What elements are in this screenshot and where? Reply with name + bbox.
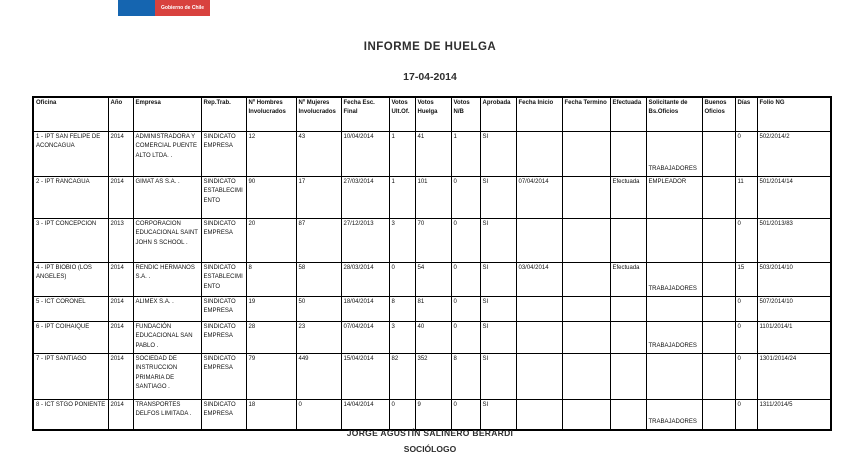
table-cell [702, 132, 735, 177]
column-header: Votos Huelga [415, 97, 451, 132]
table-cell: 0 [389, 400, 415, 431]
table-cell [562, 132, 610, 177]
table-cell: 82 [389, 354, 415, 400]
table-cell [610, 132, 646, 177]
table-cell [702, 177, 735, 219]
table-cell: RENDIC HERMANOS S.A. . [133, 263, 201, 297]
table-cell: 18/04/2014 [341, 297, 389, 322]
table-cell: 0 [451, 177, 480, 219]
table-cell: TRABAJADORES [646, 400, 702, 431]
table-cell [610, 354, 646, 400]
table-cell [562, 400, 610, 431]
table-cell: 79 [246, 354, 296, 400]
table-cell: 3 [389, 219, 415, 263]
signatory-role: SOCIÓLOGO [403, 444, 457, 454]
table-cell: SINDICATO ESTABLECIMIENTO [201, 263, 246, 297]
table-cell: 3 [389, 322, 415, 354]
table-cell: 1301/2014/24 [757, 354, 831, 400]
table-cell: 81 [415, 297, 451, 322]
table-row [33, 400, 831, 431]
column-header: Nº Hombres Involucrados [246, 97, 296, 132]
table-cell: SI [480, 263, 516, 297]
table-cell [516, 354, 562, 400]
table-cell: 1 [389, 132, 415, 177]
table-cell: 2014 [108, 400, 133, 431]
column-header: Solicitante de Bs.Oficios [646, 97, 702, 132]
table-cell: 15/04/2014 [341, 354, 389, 400]
column-header: Año [108, 97, 133, 132]
table-cell [610, 400, 646, 431]
table-cell: 11 [735, 177, 757, 219]
table-cell: 41 [415, 132, 451, 177]
table-cell: EMPLEADOR [646, 177, 702, 219]
table-cell: 15 [735, 263, 757, 297]
signatory-name: JORGE AGUSTÍN SALINERO BERARDI [346, 428, 514, 438]
table-cell [562, 177, 610, 219]
column-header: Rep.Trab. [201, 97, 246, 132]
report-date: 17-04-2014 [403, 71, 457, 83]
table-cell: 3 - IPT CONCEPCION [33, 219, 108, 263]
table-cell: TRABAJADORES [646, 322, 702, 354]
table-cell: 1 [451, 132, 480, 177]
table-cell: SINDICATO EMPRESA [201, 297, 246, 322]
table-cell: 9 [415, 400, 451, 431]
table-cell: 8 [246, 263, 296, 297]
table-cell: 54 [415, 263, 451, 297]
table-cell: 90 [246, 177, 296, 219]
table-cell [646, 354, 702, 400]
table-cell: SI [480, 177, 516, 219]
table-cell: 2 - IPT RANCAGUA [33, 177, 108, 219]
table-cell: 20 [246, 219, 296, 263]
table-cell: CORPORACION EDUCACIONAL SAINT JOHN S SCHOOL . [133, 219, 201, 263]
table-cell: 18 [246, 400, 296, 431]
table-cell: 87 [296, 219, 341, 263]
strike-report-table [32, 96, 832, 431]
column-header: Buenos Oficios [702, 97, 735, 132]
table-cell: 0 [451, 263, 480, 297]
table-cell [702, 297, 735, 322]
table-cell: 501/2013/83 [757, 219, 831, 263]
table-cell [610, 322, 646, 354]
table-cell: 2014 [108, 132, 133, 177]
column-header: Efectuada [610, 97, 646, 132]
table-row [33, 177, 831, 219]
table-row [33, 132, 831, 177]
table-row [33, 322, 831, 354]
table-cell: SI [480, 219, 516, 263]
table-cell: 1 [389, 177, 415, 219]
table-cell [562, 297, 610, 322]
table-cell: 502/2014/2 [757, 132, 831, 177]
column-header: Aprobada [480, 97, 516, 132]
table-cell: 2014 [108, 322, 133, 354]
table-cell: 8 [389, 297, 415, 322]
table-cell: 6 - IPT COIHAIQUE [33, 322, 108, 354]
table-cell: 2014 [108, 354, 133, 400]
table-cell [702, 263, 735, 297]
table-body [33, 132, 831, 431]
table-cell: SINDICATO ESTABLECIMIENTO [201, 177, 246, 219]
table-cell: 28 [246, 322, 296, 354]
table-cell: 2013 [108, 219, 133, 263]
column-header: Oficina [33, 97, 108, 132]
gobierno-de-chile-logo [118, 0, 210, 16]
table-cell: SINDICATO EMPRESA [201, 400, 246, 431]
table-cell: ADMINISTRADORA Y COMERCIAL PUENTE ALTO LTDA. . [133, 132, 201, 177]
table-cell: 1 - IPT SAN FELIPE DE ACONCAGUA [33, 132, 108, 177]
table-cell [516, 219, 562, 263]
table-cell: 0 [451, 219, 480, 263]
table-cell: 4 - IPT BIOBIO (LOS ANGELES) [33, 263, 108, 297]
table-cell: SINDICATO EMPRESA [201, 219, 246, 263]
column-header: Fecha Termino [562, 97, 610, 132]
table-cell [702, 400, 735, 431]
table-cell: SINDICATO EMPRESA [201, 354, 246, 400]
table-cell [562, 263, 610, 297]
table-cell: 58 [296, 263, 341, 297]
table-cell [516, 297, 562, 322]
table-cell: 43 [296, 132, 341, 177]
table-cell: TRANSPORTES DELFOS LIMITADA . [133, 400, 201, 431]
table-cell: TRABAJADORES [646, 132, 702, 177]
table-cell [702, 219, 735, 263]
table-row [33, 354, 831, 400]
table-cell [610, 297, 646, 322]
table-cell: 2014 [108, 297, 133, 322]
table-cell: 507/2014/10 [757, 297, 831, 322]
logo-flag-blue-block [118, 0, 155, 16]
table-cell [610, 219, 646, 263]
table-cell: 28/03/2014 [341, 263, 389, 297]
table-cell: 503/2014/10 [757, 263, 831, 297]
table-cell: 14/04/2014 [341, 400, 389, 431]
table-cell: SOCIEDAD DE INSTRUCCION PRIMARIA DE SANTIAGO . [133, 354, 201, 400]
table-cell: 8 [451, 354, 480, 400]
table-cell: 1311/2014/5 [757, 400, 831, 431]
table-cell: TRABAJADORES [646, 263, 702, 297]
table-cell [516, 322, 562, 354]
table-cell: 449 [296, 354, 341, 400]
table-cell: SI [480, 354, 516, 400]
table-cell: FUNDACIÓN EDUCACIONAL SAN PABLO . [133, 322, 201, 354]
table-cell: 19 [246, 297, 296, 322]
table-cell: 352 [415, 354, 451, 400]
table-cell: Efectuada [610, 263, 646, 297]
table-cell: 0 [735, 219, 757, 263]
table-cell: ALIMEX S.A. . [133, 297, 201, 322]
column-header: Fecha Esc. Final [341, 97, 389, 132]
table-cell: 10/04/2014 [341, 132, 389, 177]
column-header: Nº Mujeres Involucrados [296, 97, 341, 132]
column-header: Empresa [133, 97, 201, 132]
table-row [33, 263, 831, 297]
table-row [33, 219, 831, 263]
table-cell: Efectuada [610, 177, 646, 219]
table-cell: 101 [415, 177, 451, 219]
table-cell: 0 [735, 354, 757, 400]
table-cell: 0 [296, 400, 341, 431]
table-cell [702, 354, 735, 400]
table-cell: 7 - IPT SANTIAGO [33, 354, 108, 400]
table-cell: 0 [389, 263, 415, 297]
table-cell [562, 322, 610, 354]
table-cell: 0 [451, 322, 480, 354]
table-cell: GIMAT AS S.A. . [133, 177, 201, 219]
table-cell: SI [480, 132, 516, 177]
page-title: INFORME DE HUELGA [363, 41, 497, 53]
table-cell [646, 219, 702, 263]
column-header: Días [735, 97, 757, 132]
table-cell: SINDICATO EMPRESA [201, 322, 246, 354]
table-cell: 17 [296, 177, 341, 219]
table-cell: 5 - ICT CORONEL [33, 297, 108, 322]
table-cell [562, 354, 610, 400]
table-cell: 0 [735, 297, 757, 322]
column-header: Folio NG [757, 97, 831, 132]
table-cell: SINDICATO EMPRESA [201, 132, 246, 177]
table-cell: 0 [735, 400, 757, 431]
table-cell: 1101/2014/1 [757, 322, 831, 354]
table-row [33, 297, 831, 322]
table-cell: 23 [296, 322, 341, 354]
table-cell: 27/03/2014 [341, 177, 389, 219]
table-cell [516, 400, 562, 431]
table-cell: SI [480, 400, 516, 431]
table-cell: 2014 [108, 263, 133, 297]
logo-text: Gobierno de Chile [161, 5, 205, 11]
strike-table-container [32, 96, 830, 431]
column-header: Votos N/B [451, 97, 480, 132]
table-cell [646, 297, 702, 322]
table-cell: 40 [415, 322, 451, 354]
table-cell: 70 [415, 219, 451, 263]
logo-flag-red-block [155, 0, 210, 16]
table-cell [702, 322, 735, 354]
table-cell: 50 [296, 297, 341, 322]
table-cell: 0 [451, 400, 480, 431]
table-cell: 0 [735, 322, 757, 354]
table-header-row [33, 97, 831, 132]
column-header: Votos Ult.Of. [389, 97, 415, 132]
table-cell: 07/04/2014 [516, 177, 562, 219]
table-cell: 8 - ICT STGO PONIENTE [33, 400, 108, 431]
table-cell: 27/12/2013 [341, 219, 389, 263]
table-cell: 12 [246, 132, 296, 177]
table-cell: 0 [735, 132, 757, 177]
table-cell: 501/2014/14 [757, 177, 831, 219]
table-cell: SI [480, 297, 516, 322]
table-cell: SI [480, 322, 516, 354]
table-cell [562, 219, 610, 263]
column-header: Fecha Inicio [516, 97, 562, 132]
table-cell: 07/04/2014 [341, 322, 389, 354]
table-cell: 2014 [108, 177, 133, 219]
table-cell: 03/04/2014 [516, 263, 562, 297]
table-cell [516, 132, 562, 177]
table-cell: 0 [451, 297, 480, 322]
